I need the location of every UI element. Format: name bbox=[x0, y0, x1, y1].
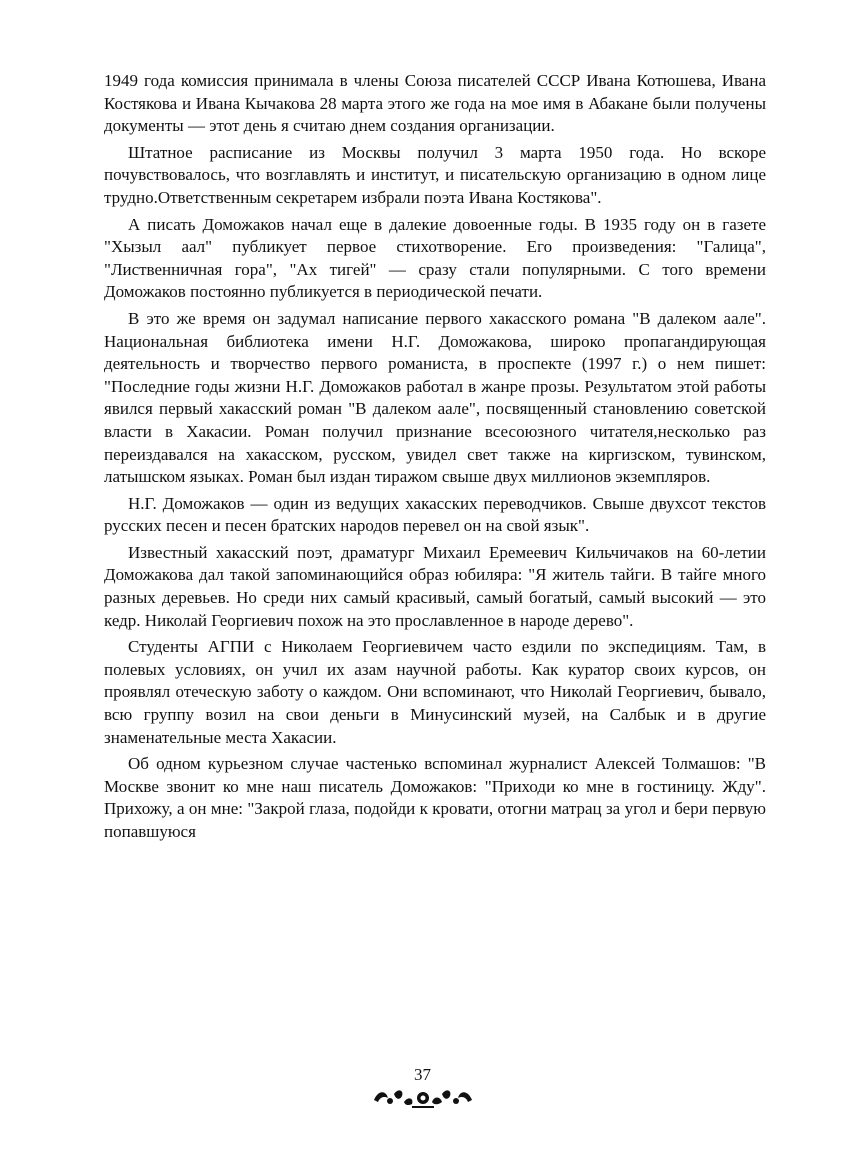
paragraph-2: Штатное расписание из Москвы получил 3 марта 1950 года. Но вскоре почувствовалось, что возглавлять и институт, и писательскую организацию в одном лице трудно.Ответственным секретарем избрали поэта Ивана Костякова". bbox=[104, 142, 766, 207]
paragraph-1: 1949 года комиссия принимала в члены Союза писателей СССР Ивана Котюшева, Ивана Костякова и Ивана Кычакова 28 марта этого же года на мое имя в Абакане были получены документы — этот день я считаю днем создания организации. bbox=[104, 71, 766, 136]
page-footer bbox=[0, 1066, 845, 1110]
paragraph-3: А писать Доможаков начал еще в далекие довоенные годы. В 1935 году он в газете "Хызыл аал" публикует первое стихотворение. Его произведения: "Галица", "Лиственничная гора", "Ах тигей" — сразу стали популярными. С того времени Доможаков постоянно публикуется в периодической печати. bbox=[104, 214, 766, 302]
page-body bbox=[104, 70, 766, 848]
paragraph-6: Известный хакасский поэт, драматург Михаил Еремеевич Кильчичаков на 60-летии Доможакова дал такой запоминающийся образ юбиляра: "Я житель тайги. В тайге много разных деревьев. Но среди них самый красивый, самый богатый, самый высокий — это кедр. Николай Георгиевич похож на это прославленное в народе дерево". bbox=[104, 542, 766, 630]
paragraph-7: Студенты АГПИ с Николаем Георгиевичем часто ездили по экспедициям. Там, в полевых условиях, он учил их азам научной работы. Как куратор своих курсов, он проявлял отеческую заботу о каждом. Они вспоминают, что Николай Георгиевич, бывало, всю группу возил на свои деньги в Минусинский музей, на Салбык и в другие знаменательные места Хакасии. bbox=[104, 637, 766, 747]
paragraph-5: Н.Г. Доможаков — один из ведущих хакасских переводчиков. Свыше двухсот текстов русских песен и песен братских народов перевел он на свой язык". bbox=[104, 493, 766, 536]
paragraph-8: Об одном курьезном случае частенько вспоминал журналист Алексей Толмашов: "В Москве звонит ко мне наш писатель Доможаков: "Приходи ко мне в гостиницу. Жду". Прихожу, а он мне: "Закрой глаза, подойди к кровати, отогни матрац за угол и бери первую попавшуюся bbox=[104, 754, 766, 841]
paragraph-4: В это же время он задумал написание первого хакасского романа "В далеком аале". Национальная библиотека имени Н.Г. Доможакова, широко пропагандирующая деятельность и творчество первого романиста, в проспекте (1997 г.) о нем пишет: "Последние годы жизни Н.Г. Доможаков работал в жанре прозы. Результатом этой работы явился первый хакасский роман "В далеком аале", посвященный становлению советской власти в Хакасии. Роман получил признание всесоюзного читателя,несколько раз переиздавался на хакасском, русском, увидел свет также на киргизском, тувинском, латышском языках. Роман был издан тиражом свыше двух миллионов экземпляров. bbox=[104, 308, 766, 487]
floral-ornament-icon bbox=[368, 1084, 478, 1110]
page-number: 37 bbox=[414, 1065, 431, 1084]
